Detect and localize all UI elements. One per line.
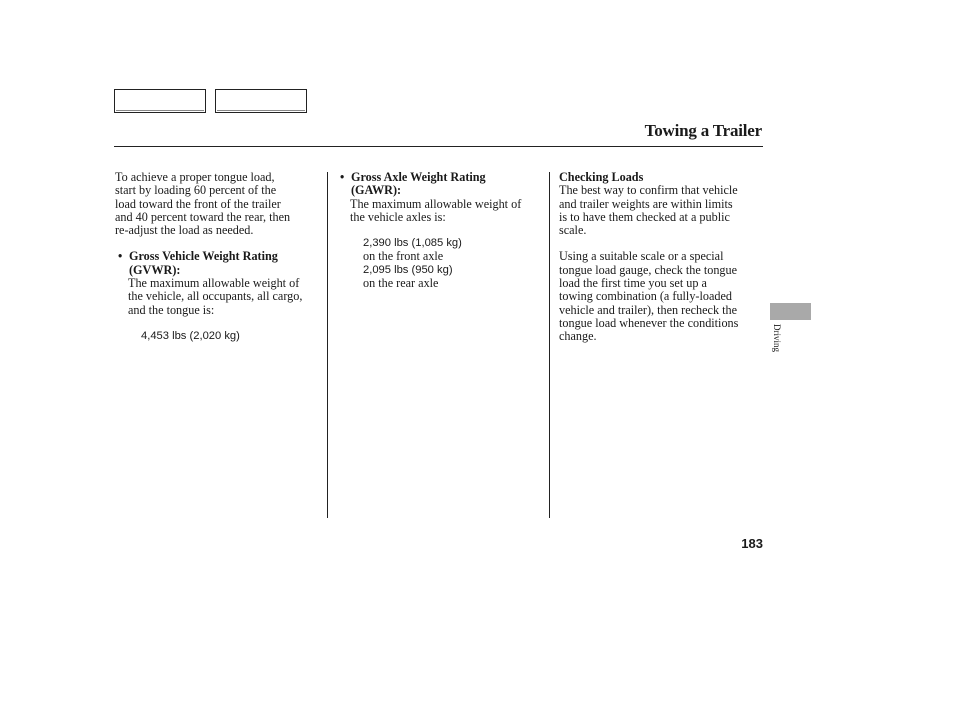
column-divider-2 [549, 172, 550, 518]
column-divider-1 [327, 172, 328, 518]
gawr-bullet [340, 171, 542, 198]
section-tab-label: Driving [772, 324, 782, 352]
header-divider [114, 146, 763, 147]
intro-line: To achieve a proper tongue load, [115, 170, 275, 184]
intro-paragraph [115, 171, 320, 237]
column-2 [340, 171, 542, 290]
bullet-icon: • [340, 170, 345, 184]
front-axle-value: 2,390 lbs (1,085 kg) [363, 237, 462, 250]
gvwr-value: 4,453 lbs (2,020 kg) [141, 329, 240, 342]
section-tab-marker[interactable] [770, 303, 811, 320]
gvwr-description: The maximum allowable weight of the vehicle, all occupants, all cargo, and the tongue is: [128, 276, 303, 317]
rear-axle-label: on the rear axle [363, 276, 439, 291]
gvwr-heading: Gross Vehicle Weight Rating (GVWR): [129, 249, 278, 277]
nav-button-previous[interactable] [114, 89, 206, 113]
checking-loads-paragraph-1: The best way to confirm that vehicle and trailer weights are within limits is to have them checked at a public scale. [559, 183, 738, 238]
nav-button-next[interactable] [215, 89, 307, 113]
intro-line: and 40 percent toward the rear, then [115, 209, 291, 224]
checking-loads-heading: Checking Loads [559, 170, 644, 184]
page-title: Towing a Trailer [644, 121, 762, 140]
intro-line: load toward the front of the trailer [115, 196, 281, 211]
bullet-icon: • [118, 249, 123, 264]
rear-axle-value: 2,095 lbs (950 kg) [363, 263, 453, 276]
column-3 [559, 171, 764, 344]
page-number: 183 [741, 536, 763, 551]
intro-line: re-adjust the load as needed. [115, 223, 254, 238]
intro-line: start by loading 60 percent of the [115, 183, 277, 198]
front-axle-label: on the front axle [363, 249, 444, 264]
column-1 [115, 171, 320, 343]
gvwr-bullet [115, 250, 320, 277]
gawr-heading: Gross Axle Weight Rating (GAWR): [351, 170, 486, 198]
checking-loads-paragraph-2: Using a suitable scale or a special tongue load gauge, check the tongue load the first time you set up a towing combination (a fully-loaded vehicle and trailer), then recheck the tongue load whenever the conditions change. [559, 249, 739, 344]
gawr-description: The maximum allowable weight of the vehicle axles is: [350, 196, 522, 224]
